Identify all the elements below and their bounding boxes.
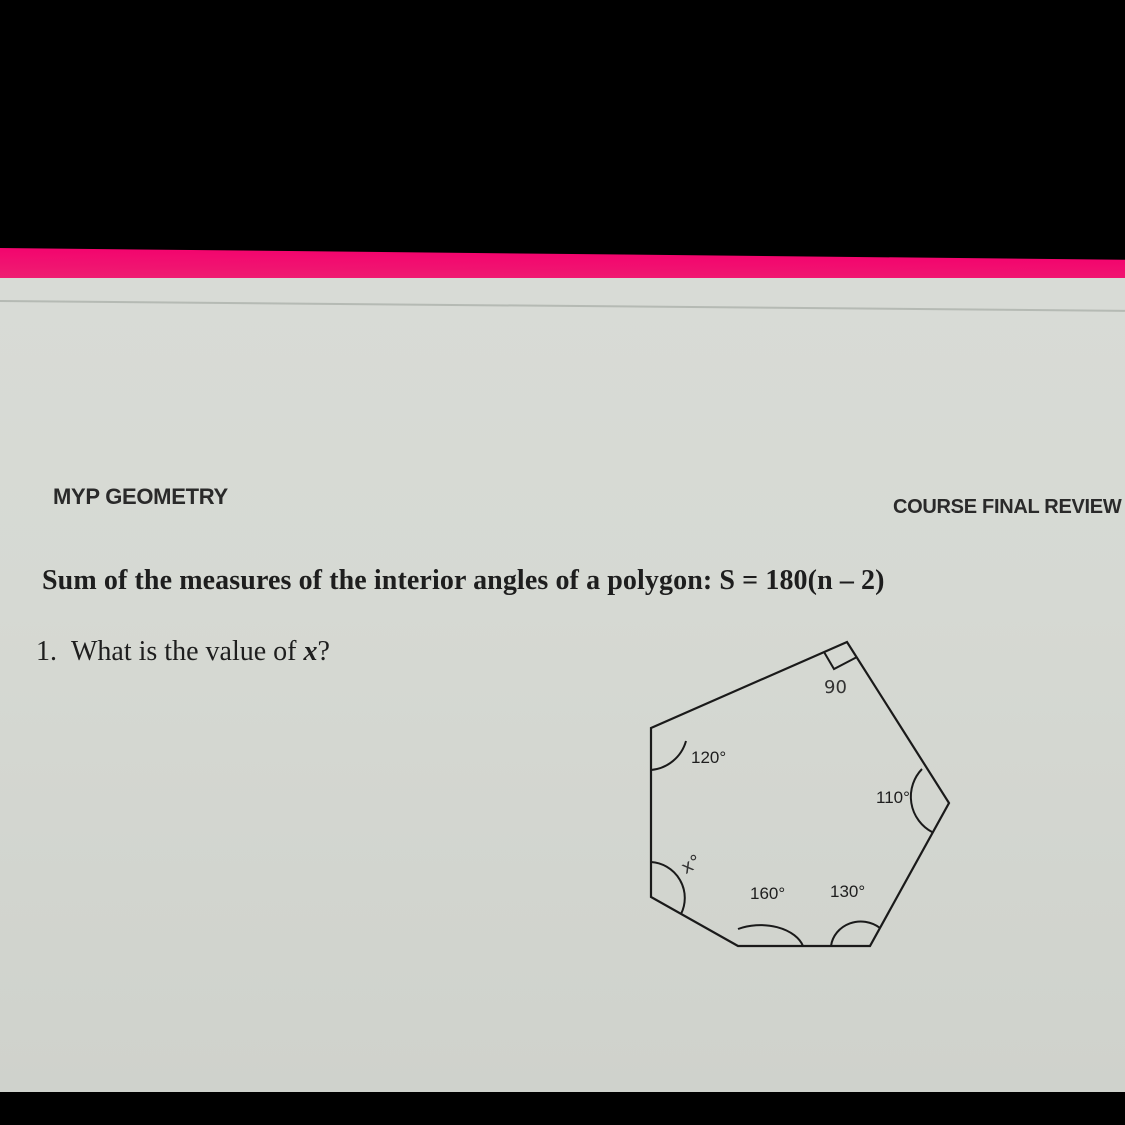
review-title: COURSE FINAL REVIEW: [893, 496, 1122, 518]
arc-bottom-left: [738, 925, 803, 946]
question-variable: x: [303, 636, 318, 667]
formula-heading: Sum of the measures of the interior angles of a polygon: S = 180(n – 2): [42, 565, 885, 596]
label-130: 130°: [830, 882, 866, 901]
question-number: 1.: [36, 636, 57, 667]
label-90: 90: [824, 677, 847, 698]
label-110: 110°: [876, 788, 910, 807]
right-angle-marker: [824, 652, 857, 669]
bottom-black-border: [0, 1092, 1125, 1125]
question-text: What is the value of: [71, 636, 297, 667]
label-160: 160°: [750, 884, 786, 903]
arc-upper-left: [651, 741, 686, 770]
course-title: MYP GEOMETRY: [53, 484, 228, 509]
label-120: 120°: [691, 748, 727, 767]
label-x: x°: [677, 850, 706, 879]
arc-right: [911, 769, 932, 832]
question-mark: ?: [317, 636, 330, 667]
